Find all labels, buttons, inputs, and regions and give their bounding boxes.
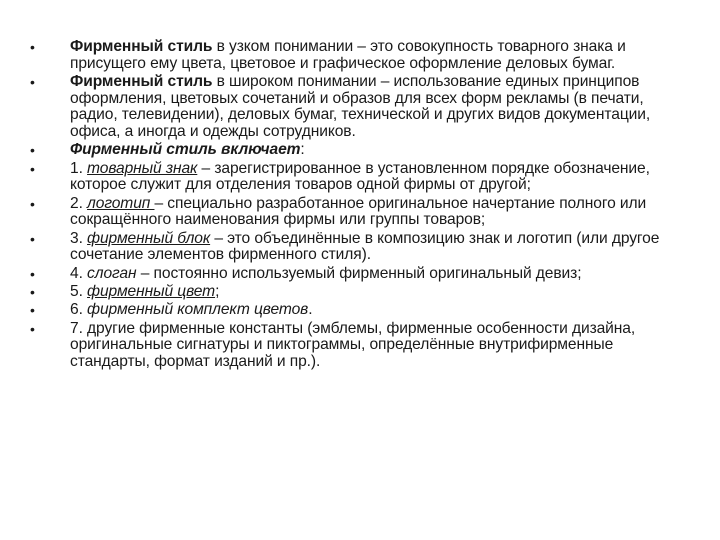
item-text: другие фирменные константы (эмблемы, фирменные особенности дизайна, оригинальные сигнатуры и пиктограммы, определённые внутрифирменные стандарты, формат изданий и пр.). — [70, 319, 636, 370]
bullet-icon: • — [30, 39, 35, 55]
item-text: – специально разработанное оригинальное начертание полного или сокращённого наименования фирмы или группы товаров; — [70, 194, 647, 229]
bullet-icon: • — [30, 265, 35, 282]
bullet-icon: • — [30, 142, 35, 159]
list-item — [30, 231, 690, 264]
item-number: 5. — [70, 282, 88, 300]
item-number: 2. — [70, 194, 88, 212]
bullet-list — [30, 39, 690, 372]
bullet-icon: • — [30, 73, 35, 90]
item-text: – постоянно используемый фирменный оригинальный девиз; — [136, 264, 582, 282]
list-item — [30, 161, 690, 194]
item-text: – зарегистрированное в установленном порядке обозначение, которое служит для отделения товаров одной фирмы от другой; — [70, 159, 650, 194]
list-item — [30, 284, 690, 301]
list-item — [30, 266, 690, 283]
bullet-icon: • — [30, 283, 35, 300]
item-text: ; — [215, 282, 220, 300]
item-lead: Фирменный стиль — [70, 72, 213, 90]
bullet-icon: • — [30, 320, 35, 337]
bullet-icon: • — [30, 302, 35, 319]
item-number: 4. — [70, 264, 88, 282]
item-number: 3. — [70, 229, 88, 247]
item-number: 6. — [70, 301, 88, 319]
item-text: в узком понимании – это совокупность товарного знака и присущего ему цвета, цветовое и графическое оформление деловых бумаг. — [70, 38, 626, 72]
item-lead: Фирменный стиль — [70, 38, 213, 55]
item-text: . — [308, 301, 313, 319]
list-item — [30, 321, 690, 371]
item-term: фирменный блок — [87, 229, 211, 247]
item-term: слоган — [87, 264, 137, 282]
list-item — [30, 39, 690, 72]
list-item — [30, 302, 690, 319]
item-term: логотип — [87, 194, 155, 212]
item-term: фирменный цвет — [87, 282, 216, 300]
item-lead: Фирменный стиль включает — [70, 141, 301, 159]
item-term: товарный знак — [87, 159, 198, 177]
list-item — [30, 196, 690, 229]
item-text: – это объединённые в композицию знак и логотип (или другое сочетание элементов фирменного стиля). — [70, 229, 660, 264]
item-text: : — [300, 141, 305, 159]
list-item — [30, 74, 690, 140]
item-text: в широком понимании – использование единых принципов оформления, цветовых сочетаний и образов для всех форм рекламы (в печати, радио, телевидении), деловых бумаг, технической и других видов документации, офиса, а иногда и одежды сотрудников. — [70, 72, 651, 140]
item-number: 7. — [70, 319, 88, 337]
item-term: фирменный комплект цветов — [87, 301, 309, 319]
bullet-icon: • — [30, 195, 35, 212]
item-number: 1. — [70, 159, 88, 177]
bullet-icon: • — [30, 230, 35, 247]
list-item — [30, 142, 690, 159]
bullet-icon: • — [30, 160, 35, 177]
